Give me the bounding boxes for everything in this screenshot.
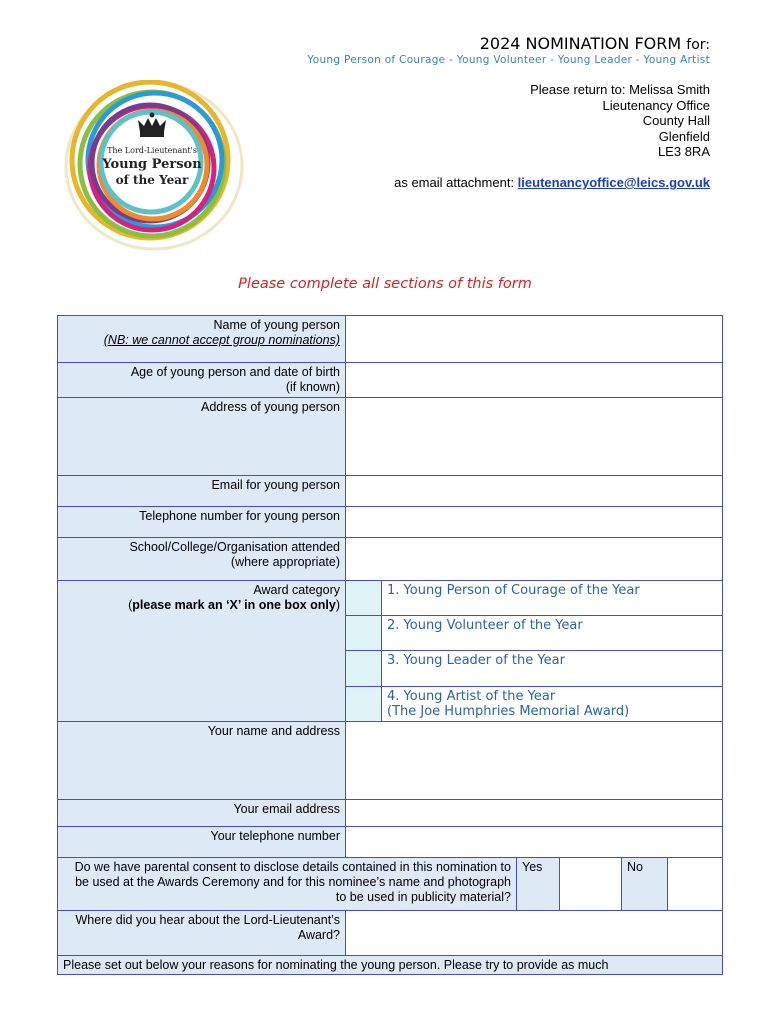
return-line-1: Please return to: Melissa Smith — [530, 82, 710, 97]
logo-line-1: The Lord-Lieutenant's — [107, 146, 197, 155]
form-title-for: for: — [686, 37, 710, 53]
age-field[interactable] — [346, 363, 723, 398]
logo-line-3: of the Year — [115, 173, 189, 187]
form-title-text: 2024 NOMINATION FORM — [479, 34, 682, 53]
return-line-3: County Hall — [642, 113, 710, 128]
hear-about-field[interactable] — [346, 911, 723, 956]
email-attachment-line — [394, 175, 710, 190]
young-person-of-the-year-logo — [62, 80, 246, 252]
your-name-address-label: Your name and address — [58, 722, 346, 800]
young-person-email-label: Email for young person — [58, 476, 346, 507]
award-option-volunteer: 2. Young Volunteer of the Year — [382, 616, 723, 651]
age-label-text: Age of young person and date of birth — [130, 365, 340, 379]
return-line-4: Glenfield — [658, 128, 710, 144]
logo-line-2: Young Person — [102, 157, 202, 172]
consent-yes-label: Yes — [517, 858, 560, 911]
young-person-name-field[interactable] — [346, 316, 723, 363]
your-email-field[interactable] — [346, 800, 723, 827]
reasons-instruction: Please set out below your reasons for nominating the young person. Please try to provide as much — [58, 956, 723, 975]
form-title — [480, 34, 710, 53]
award-checkbox-artist[interactable] — [346, 687, 382, 722]
return-line-5: LE3 8RA — [657, 144, 710, 159]
name-label-text: Name of young person — [213, 318, 340, 332]
your-name-address-field[interactable] — [346, 722, 723, 800]
award-checkbox-leader[interactable] — [346, 651, 382, 687]
young-person-phone-field[interactable] — [346, 507, 723, 538]
award-option-courage: 1. Young Person of Courage of the Year — [382, 581, 723, 616]
young-person-email-field[interactable] — [346, 476, 723, 507]
young-person-phone-label: Telephone number for young person — [58, 507, 346, 538]
young-person-name-label — [58, 316, 346, 363]
consent-yes-box[interactable] — [560, 858, 622, 911]
age-note: (if known) — [285, 380, 340, 394]
address-field[interactable] — [346, 398, 723, 476]
nomination-form-table — [57, 315, 723, 975]
award-label-text: Award category — [253, 583, 340, 597]
group-nominations-note: (NB: we cannot accept group nominations) — [103, 333, 340, 347]
hear-about-label: Where did you hear about the Lord-Lieutenant’s Award? — [58, 911, 346, 956]
your-phone-field[interactable] — [346, 827, 723, 858]
school-note: (where appropriate) — [230, 555, 340, 569]
award-note-close: ) — [335, 598, 340, 612]
address-label: Address of young person — [58, 398, 346, 476]
school-label — [58, 538, 346, 581]
email-prefix: as email attachment: — [394, 175, 518, 190]
your-phone-label: Your telephone number — [58, 827, 346, 858]
award-option-artist — [382, 687, 723, 722]
artist-option-text: 4. Young Artist of the Year — [387, 689, 556, 704]
school-label-text: School/College/Organisation attended — [129, 540, 340, 554]
your-email-label: Your email address — [58, 800, 346, 827]
award-category-label — [58, 581, 346, 722]
return-line-2: Lieutenancy Office — [602, 97, 710, 113]
school-field[interactable] — [346, 538, 723, 581]
return-address — [530, 82, 710, 160]
form-instruction: Please complete all sections of this form — [238, 276, 532, 292]
award-checkbox-volunteer[interactable] — [346, 616, 382, 651]
award-note-open: ( — [128, 598, 133, 612]
award-checkbox-courage[interactable] — [346, 581, 382, 616]
award-option-leader: 3. Young Leader of the Year — [382, 651, 723, 687]
award-categories-line: Young Person of Courage - Young Volunteer - Young Leader - Young Artist — [307, 54, 710, 66]
age-label — [58, 363, 346, 398]
award-note — [63, 598, 340, 613]
consent-no-box[interactable] — [668, 858, 723, 911]
parental-consent-label: Do we have parental consent to disclose details contained in this nomination to be used at the Awards Ceremony and for this nominee’s name and photograph to be used in publicity material? — [58, 858, 517, 911]
award-note-bold: please mark an ‘X’ in one box only — [132, 598, 336, 612]
consent-no-label: No — [622, 858, 668, 911]
email-link[interactable]: lieutenancyoffice@leics.gov.uk — [517, 175, 710, 190]
joe-humphries-note: (The Joe Humphries Memorial Award) — [387, 704, 630, 719]
